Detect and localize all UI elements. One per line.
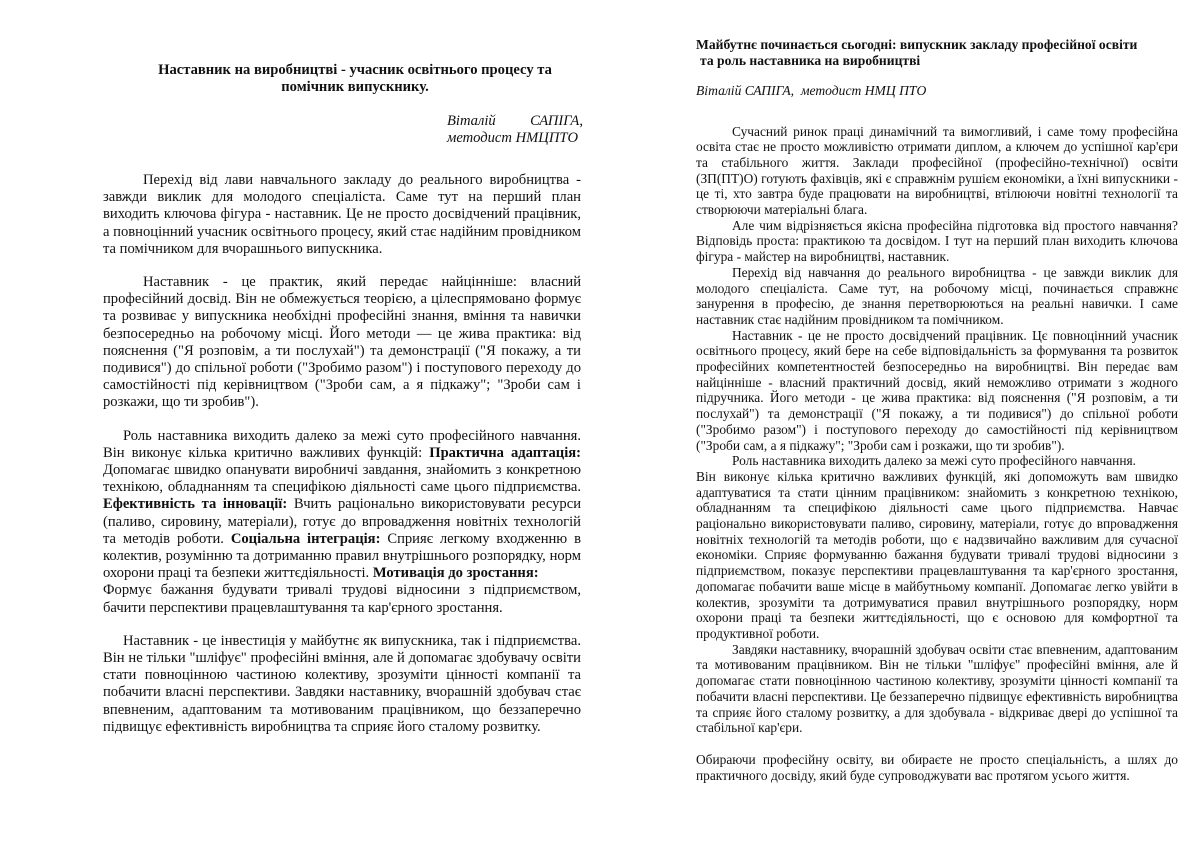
left-paragraph-1: Перехід від лави навчального закладу до реального виробництва - завжди виклик для молодого спеціаліста. Саме тут на перший план виходить ключова фігура - наставник. Це не просто досвідчений працівник, а повноцінний учасник освітнього процесу, який стає надійним провідником та помічником для вчорашнього випускника. — [103, 172, 581, 257]
right-paragraph-6: Завдяки наставнику, вчорашній здобувач освіти стає впевненим, адаптованим та мотивованим працівником. Він не тільки "шліфує" професійні вміння, але й допомагає стати повноцінною частиною колективу, зрозуміти цінності компанії та побачити власні перспективи. Це беззаперечно підвищує ефективність виробництва та сприяє його сталому розвитку, а для здобувала - відкриває двері до успішної та стабільної кар'єри. — [696, 641, 1178, 736]
right-paragraph-3: Перехід від навчання до реального виробництва - це завжди виклик для молодого спеціаліста. Саме тут, на робочому місці, починається справжнє занурення в професію, де знання перетворюються на реальні навички. І саме наставник стає надійним провідником та помічником. — [696, 264, 1178, 327]
left-article — [103, 62, 581, 736]
right-title-line-2: та роль наставника на виробництві — [700, 52, 921, 68]
left-author-first-name: Віталій — [447, 113, 496, 129]
left-paragraph-2: Наставник - це практик, який передає найцінніше: власний професійний досвід. Він не обмежується теорією, а цілеспрямовано формує та розвиває у випускника необхідні професійні знання, вміння та навички безпосередньо на робочому місці. Його методи — це жива практика: від пояснення ("Я розповім, а ти послухай") та демонстрації ("Я покажу, а ти подивися") до спільної роботи ("Зробимо разом") і поступового переходу до самостійності під керівництвом ("Зроби сам, а я підкажу"; "Зроби сам і розкажи, що ти зробив"). — [103, 274, 581, 411]
left-p3-text-2: Вчить раціонально використовувати ресурси (паливо, сировину, матеріали), готує до впровадження новітніх технологій та методів роботи. — [103, 496, 582, 547]
left-article-title: Наставник на виробництві - учасник освітнього процесу та помічник випускнику. — [158, 62, 552, 95]
left-paragraph-3 — [103, 428, 581, 617]
right-paragraph-2: Але чим відрізняється якісна професійна підготовка від простого навчання? Відповідь проста: практикою та досвідом. І тут на перший план виходить ключова фігура - майстер на виробництві, наставник. — [696, 217, 1178, 265]
right-article — [696, 37, 1178, 783]
left-p3-text-3: Сприяє легкому входженню в колектив, розумінню та дотриманню правил внутрішнього розпорядку, норм охорони праці та безпеки життєдіяльності. — [103, 530, 581, 582]
left-p3-text-1: Допомагає швидко опанувати виробничі завдання, знайомить з конкретною технікою, обладнанням та специфікою діяльності саме цього підприємства. — [103, 462, 581, 496]
right-paragraph-5-lead: Роль наставника виходить далеко за межі суто професійного навчання. — [732, 453, 1137, 469]
left-paragraph-4: Наставник - це інвестиція у майбутнє як випускника, так і підприємства. Він не тільки "шліфує" професійні вміння, але й допомагає здобувачу освіти стати повноцінною частиною колективу, зрозуміти цінності компанії та побачити власні перспективи. Завдяки наставнику, вчорашній здобувач стає впевненим, адаптованим та мотивованим працівником, що беззаперечно підвищує ефективність виробництва та сприяє його сталому розвитку. — [103, 632, 581, 735]
heading-efficiency-innovation: Ефективність та інновації: — [103, 496, 288, 513]
left-author-position: методист НМЦПТО — [447, 130, 579, 146]
heading-practical-adaptation: Практична адаптація: — [429, 444, 582, 461]
heading-growth-motivation: Мотивація до зростання: — [372, 565, 539, 582]
right-paragraph-1: Сучасний ринок праці динамічний та вимогливий, і саме тому професійна освіта стає не просто можливістю отримати диплом, а ключем до успішної кар'єри та стабільного життя. Заклади професійної (професійно-технічної) освіти (ЗП(ПТ)О) готують фахівців, які є справжнім рушієм економіки, а їхні випускники - це ті, хто завтра буде працювати на виробництві, втілюючи новітні технології та створюючи матеріальні блага. — [696, 123, 1178, 218]
right-paragraph-7: Обираючи професійну освіту, ви обираєте не просто спеціальність, а шлях до практичного досвіду, який буде супроводжувати вас протягом усього життя. — [696, 751, 1178, 783]
left-p3-intro: Роль наставника виходить далеко за межі суто професійного навчання. Він виконує кілька критично важливих функцій: — [103, 427, 581, 461]
right-page — [600, 0, 1200, 849]
left-author-block — [447, 113, 583, 147]
left-author-last-name: САПІГА, — [530, 113, 583, 129]
heading-social-integration: Соціальна інтеграція: — [230, 530, 381, 547]
right-paragraph-5: Він виконує кілька критично важливих функцій, які допоможуть вам швидко адаптуватися та стати цінним працівником: знайомить з конкретною технікою, обладнанням та специфікою діяльності саме цього підприємства. Навчає раціонально використовувати паливо, сировину, матеріали, готує до впровадження новітніх технологій та методів роботи, що є надзвичайно важливим для сучасної економіки. Сприяє формуванню бажання будувати тривалі трудові відносини з підприємством, показує перспективи працевлаштування та кар'єрного зростання, допомагає побачити ваше місце в майбутньому компанії. Допомагає легко увійти в колектив, зрозуміти та дотримуватися правил внутрішнього розпорядку, норм охорони праці та безпеки життєдіяльності, що є основою для комфортної та продуктивної роботи. — [696, 468, 1178, 641]
right-paragraph-4: Наставник - це не просто досвідчений працівник. Цє повноцінний учасник освітнього процесу, який бере на себе відповідальність за формування та розвиток професійних компетентностей безпосередньо на виробництві. Він передає вам найцінніше - власний практичний досвід, який неможливо отримати з жодного підручника. Його методи - це жива практика: від пояснення ("Я розповім, а ти послухай") та демонстрації ("Я покажу, а ти подивися") до спільної роботи ("Зробимо разом") і поступового переходу до самостійності під керівництвом ("Зроби сам, а я підкажу"; "Зроби сам і розкажи, що ти зробив"). — [696, 327, 1178, 453]
left-p3-text-4: Формує бажання будувати тривалі трудові відносини з підприємством, бачити перспективи працевлаштування та кар'єрного зростання. — [103, 582, 581, 616]
right-author: Віталій САПІГА, методист НМЦ ПТО — [696, 83, 927, 98]
right-article-title — [696, 37, 1178, 68]
right-title-line-1: Майбутнє починається сьогодні: випускник закладу професійної освіти — [696, 37, 1138, 52]
